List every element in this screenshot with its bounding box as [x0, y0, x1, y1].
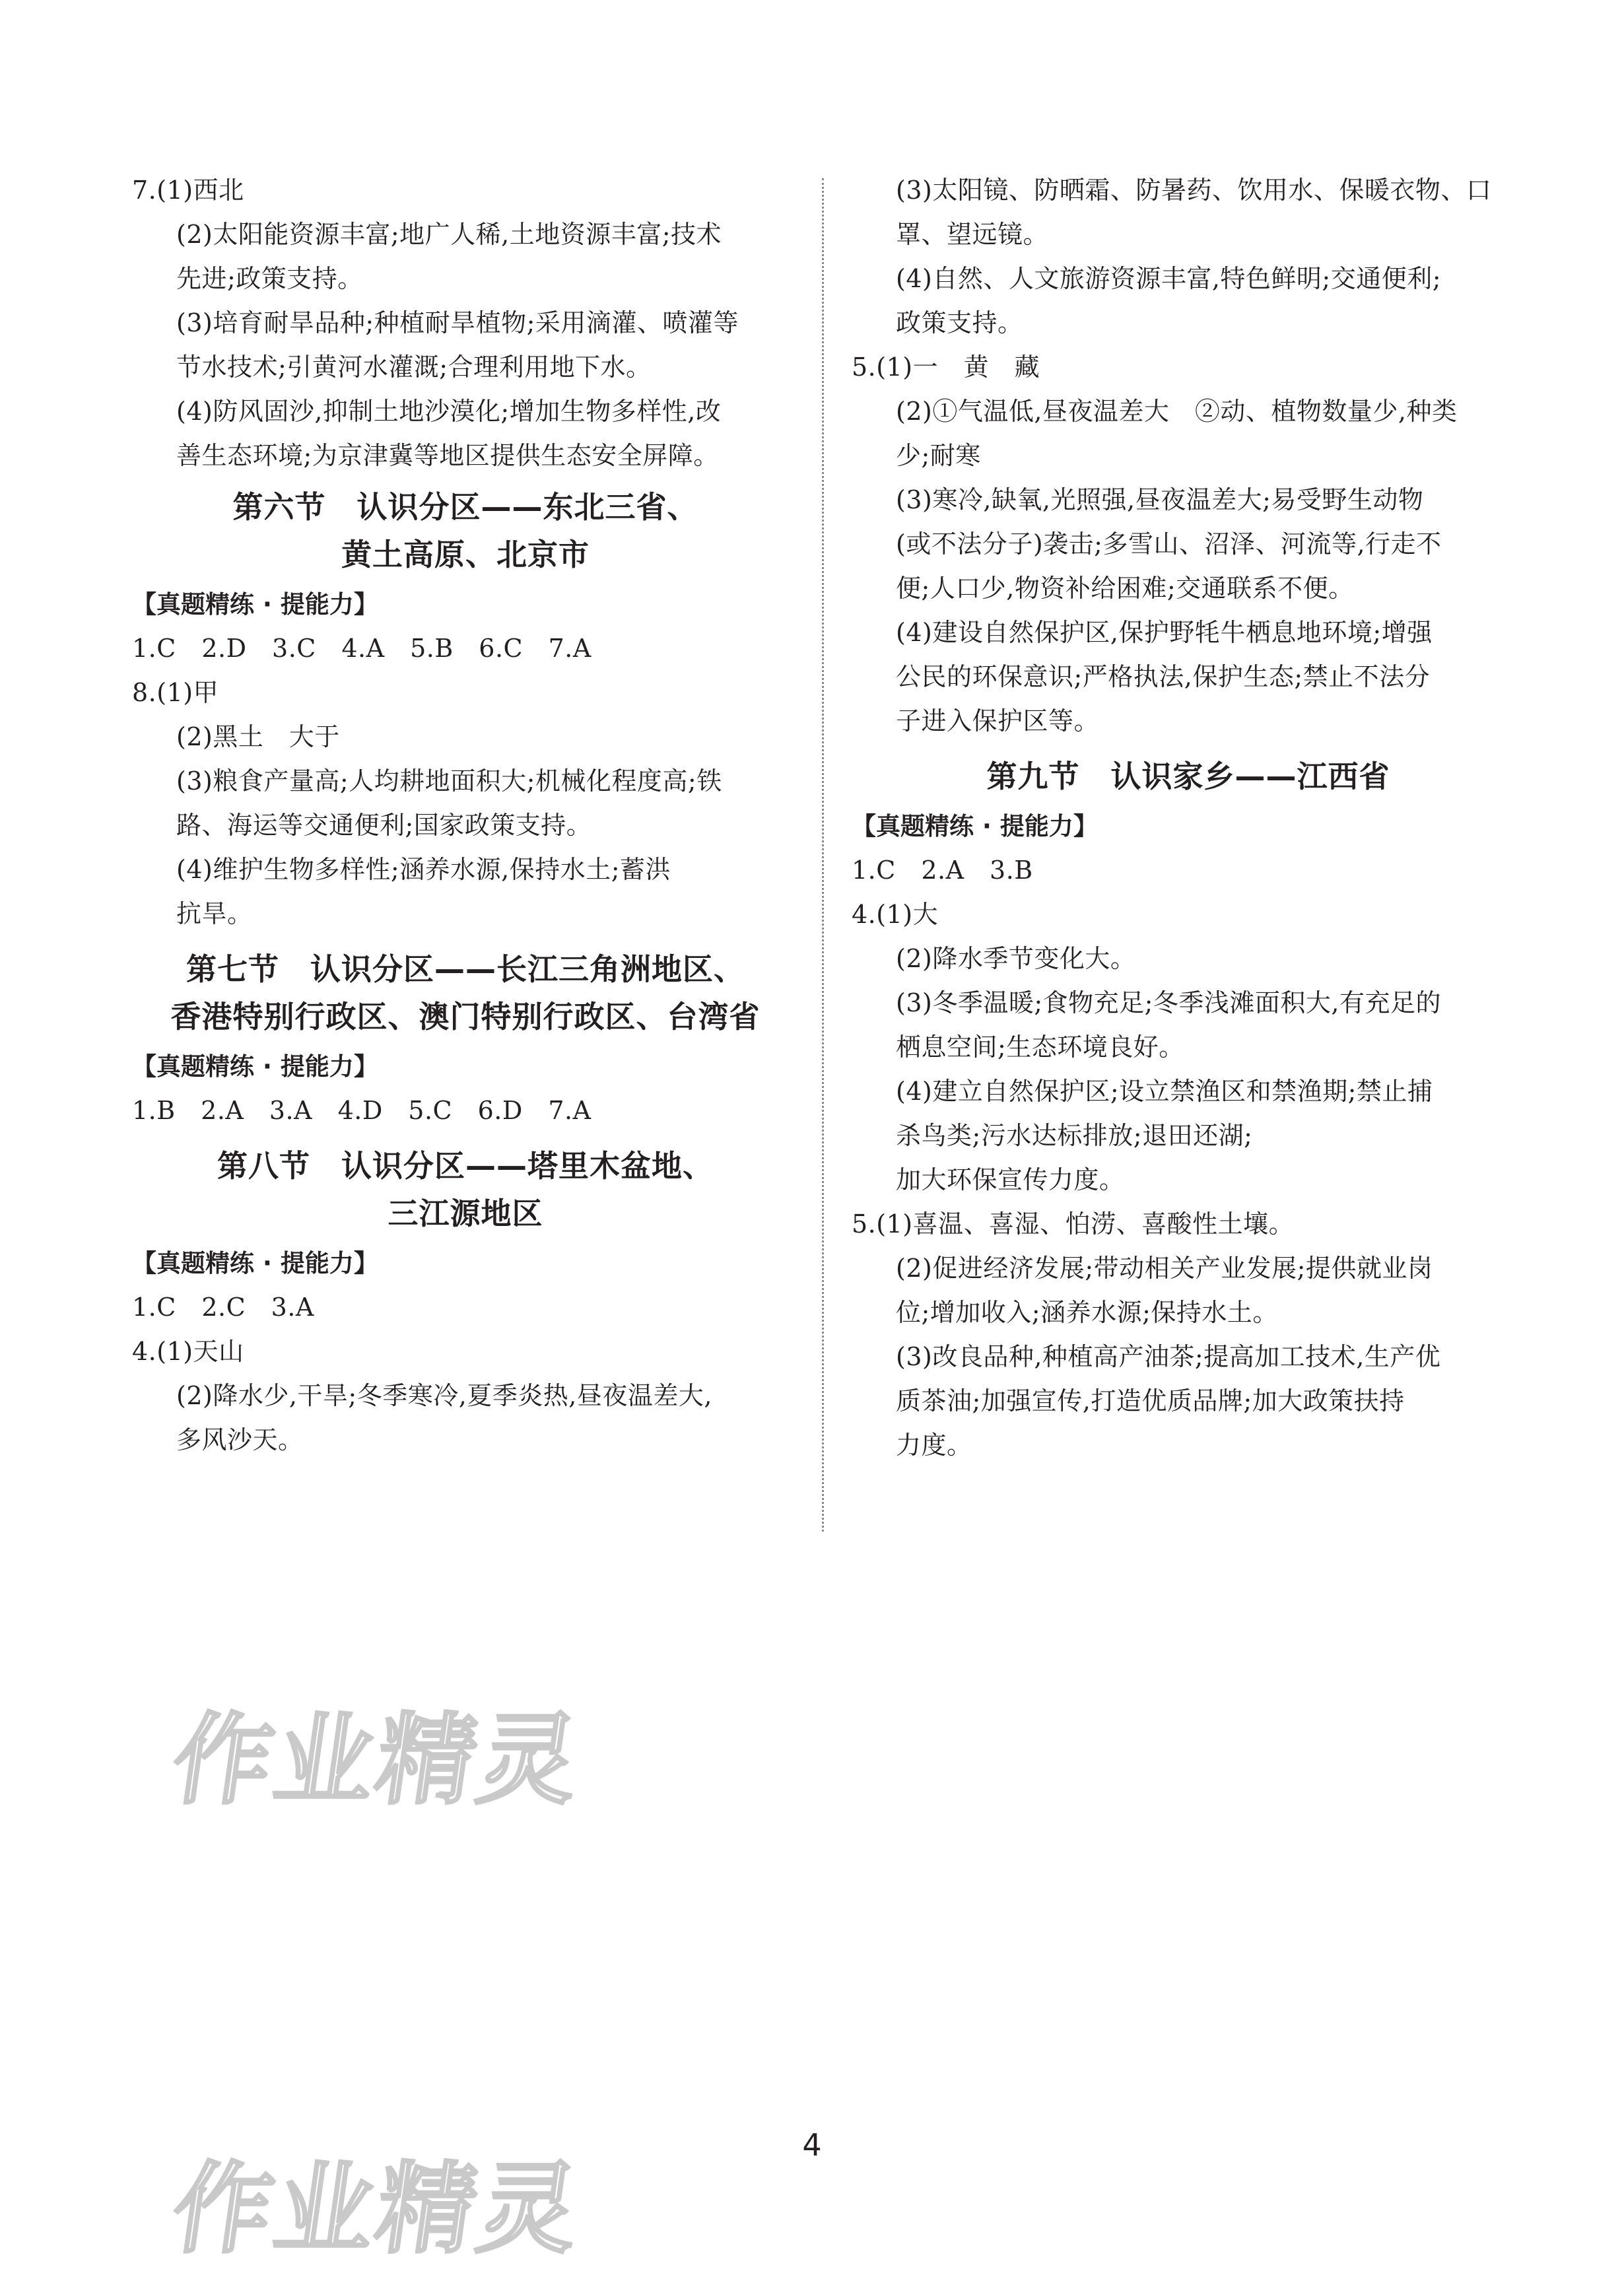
- column-divider: [822, 178, 824, 1532]
- answer-line: (4)维护生物多样性;涵养水源,保持水土;蓄洪: [176, 855, 671, 884]
- answer-line: 5.(1)一 黄 藏: [852, 353, 1040, 382]
- answer-line: 8.(1)甲: [132, 678, 219, 707]
- answer-line: (3)培育耐旱品种;种植耐旱植物;采用滴灌、喷灌等: [176, 308, 739, 337]
- section-6-title-line-2: 黄土高原、北京市: [341, 537, 590, 572]
- choice-answers: 1.C 2.C 3.A: [132, 1293, 314, 1322]
- answer-line: (3)太阳镜、防晒霜、防暑药、饮用水、保暖衣物、口: [896, 176, 1492, 205]
- answer-line: 罩、望远镜。: [896, 220, 1049, 249]
- watermark: 作业精灵: [165, 2152, 589, 2267]
- answer-line: 少;耐寒: [896, 441, 981, 470]
- page-number: 4: [802, 2127, 822, 2163]
- answer-line: 质茶油;加强宣传,打造优质品牌;加大政策扶持: [896, 1386, 1405, 1415]
- answer-line: 节水技术;引黄河水灌溉;合理利用地下水。: [176, 353, 652, 382]
- answer-line: (2)①气温低,昼夜温差大 ②动、植物数量少,种类: [896, 397, 1458, 426]
- answer-line: 善生态环境;为京津冀等地区提供生态安全屏障。: [176, 441, 719, 470]
- section-7-title: 第七节 认识分区——长江三角洲地区、: [186, 951, 745, 987]
- answer-line: (4)建设自然保护区,保护野牦牛栖息地环境;增强: [896, 618, 1433, 647]
- answer-line: 位;增加收入;涵养水源;保持水土。: [896, 1298, 1278, 1327]
- answer-line: 栖息空间;生态环境良好。: [896, 1033, 1184, 1062]
- choice-answers: 1.B 2.A 3.A 4.D 5.C 6.D 7.A: [132, 1096, 592, 1125]
- answer-line: 7.(1)西北: [132, 176, 244, 205]
- answer-line: 杀鸟类;污水达标排放;退田还湖;: [896, 1121, 1253, 1150]
- section-9-title: 第九节 认识家乡——江西省: [986, 759, 1390, 794]
- practice-label: 【真题精练 · 提能力】: [132, 1249, 378, 1277]
- answer-line: (3)改良品种,种植高产油茶;提高加工技术,生产优: [896, 1342, 1441, 1371]
- answer-line: 5.(1)喜温、喜湿、怕涝、喜酸性土壤。: [852, 1209, 1295, 1239]
- answer-line: 4.(1)天山: [132, 1337, 244, 1366]
- answer-line: (4)建立自然保护区;设立禁渔区和禁渔期;禁止捕: [896, 1077, 1433, 1106]
- answer-line: (2)降水少,干旱;冬季寒冷,夏季炎热,昼夜温差大,: [176, 1381, 712, 1410]
- answer-line: 抗旱。: [176, 899, 253, 928]
- choice-answers: 1.C 2.D 3.C 4.A 5.B 6.C 7.A: [132, 634, 592, 663]
- answer-line: 先进;政策支持。: [176, 264, 363, 293]
- answer-line: 力度。: [896, 1431, 972, 1460]
- section-6-title: 第六节 认识分区——东北三省、: [232, 489, 698, 525]
- answer-line: (2)促进经济发展;带动相关产业发展;提供就业岗: [896, 1254, 1433, 1283]
- section-8-title: 第八节 认识分区——塔里木盆地、: [217, 1148, 714, 1184]
- answer-line: (2)太阳能资源丰富;地广人稀,土地资源丰富;技术: [176, 220, 722, 249]
- answer-line: 多风沙天。: [176, 1425, 304, 1454]
- answer-line: (3)冬季温暖;食物充足;冬季浅滩面积大,有充足的: [896, 988, 1442, 1017]
- choice-answers: 1.C 2.A 3.B: [852, 856, 1033, 885]
- answer-line: (3)寒冷,缺氧,光照强,昼夜温差大;易受野生动物: [896, 485, 1424, 514]
- answer-line: (2)黑土 大于: [176, 722, 340, 751]
- answer-line: 子进入保护区等。: [896, 706, 1100, 735]
- practice-label: 【真题精练 · 提能力】: [132, 1052, 378, 1081]
- answer-line: 政策支持。: [896, 308, 1023, 337]
- answer-line: 4.(1)大: [852, 900, 939, 929]
- left-column: [132, 168, 799, 1462]
- answer-line: (4)自然、人文旅游资源丰富,特色鲜明;交通便利;: [896, 264, 1442, 293]
- watermark: 作业精灵: [165, 1703, 589, 1818]
- answer-line: (或不法分子)袭击;多雪山、沼泽、河流等,行走不: [896, 529, 1442, 559]
- practice-label: 【真题精练 · 提能力】: [132, 590, 378, 619]
- answer-line: 路、海运等交通便利;国家政策支持。: [176, 811, 592, 840]
- practice-label: 【真题精练 · 提能力】: [852, 812, 1098, 840]
- section-8-title-line-2: 三江源地区: [388, 1196, 543, 1231]
- right-column: [852, 168, 1525, 1468]
- answer-line: (3)粮食产量高;人均耕地面积大;机械化程度高;铁: [176, 766, 722, 796]
- answer-line: 加大环保宣传力度。: [896, 1165, 1125, 1194]
- section-7-title-line-2: 香港特别行政区、澳门特别行政区、台湾省: [170, 999, 761, 1035]
- answer-line: (4)防风固沙,抑制土地沙漠化;增加生物多样性,改: [176, 397, 722, 426]
- answer-line: 公民的环保意识;严格执法,保护生态;禁止不法分: [896, 662, 1431, 691]
- answer-line: (2)降水季节变化大。: [896, 944, 1136, 973]
- answer-line: 便;人口少,物资补给困难;交通联系不便。: [896, 574, 1354, 603]
